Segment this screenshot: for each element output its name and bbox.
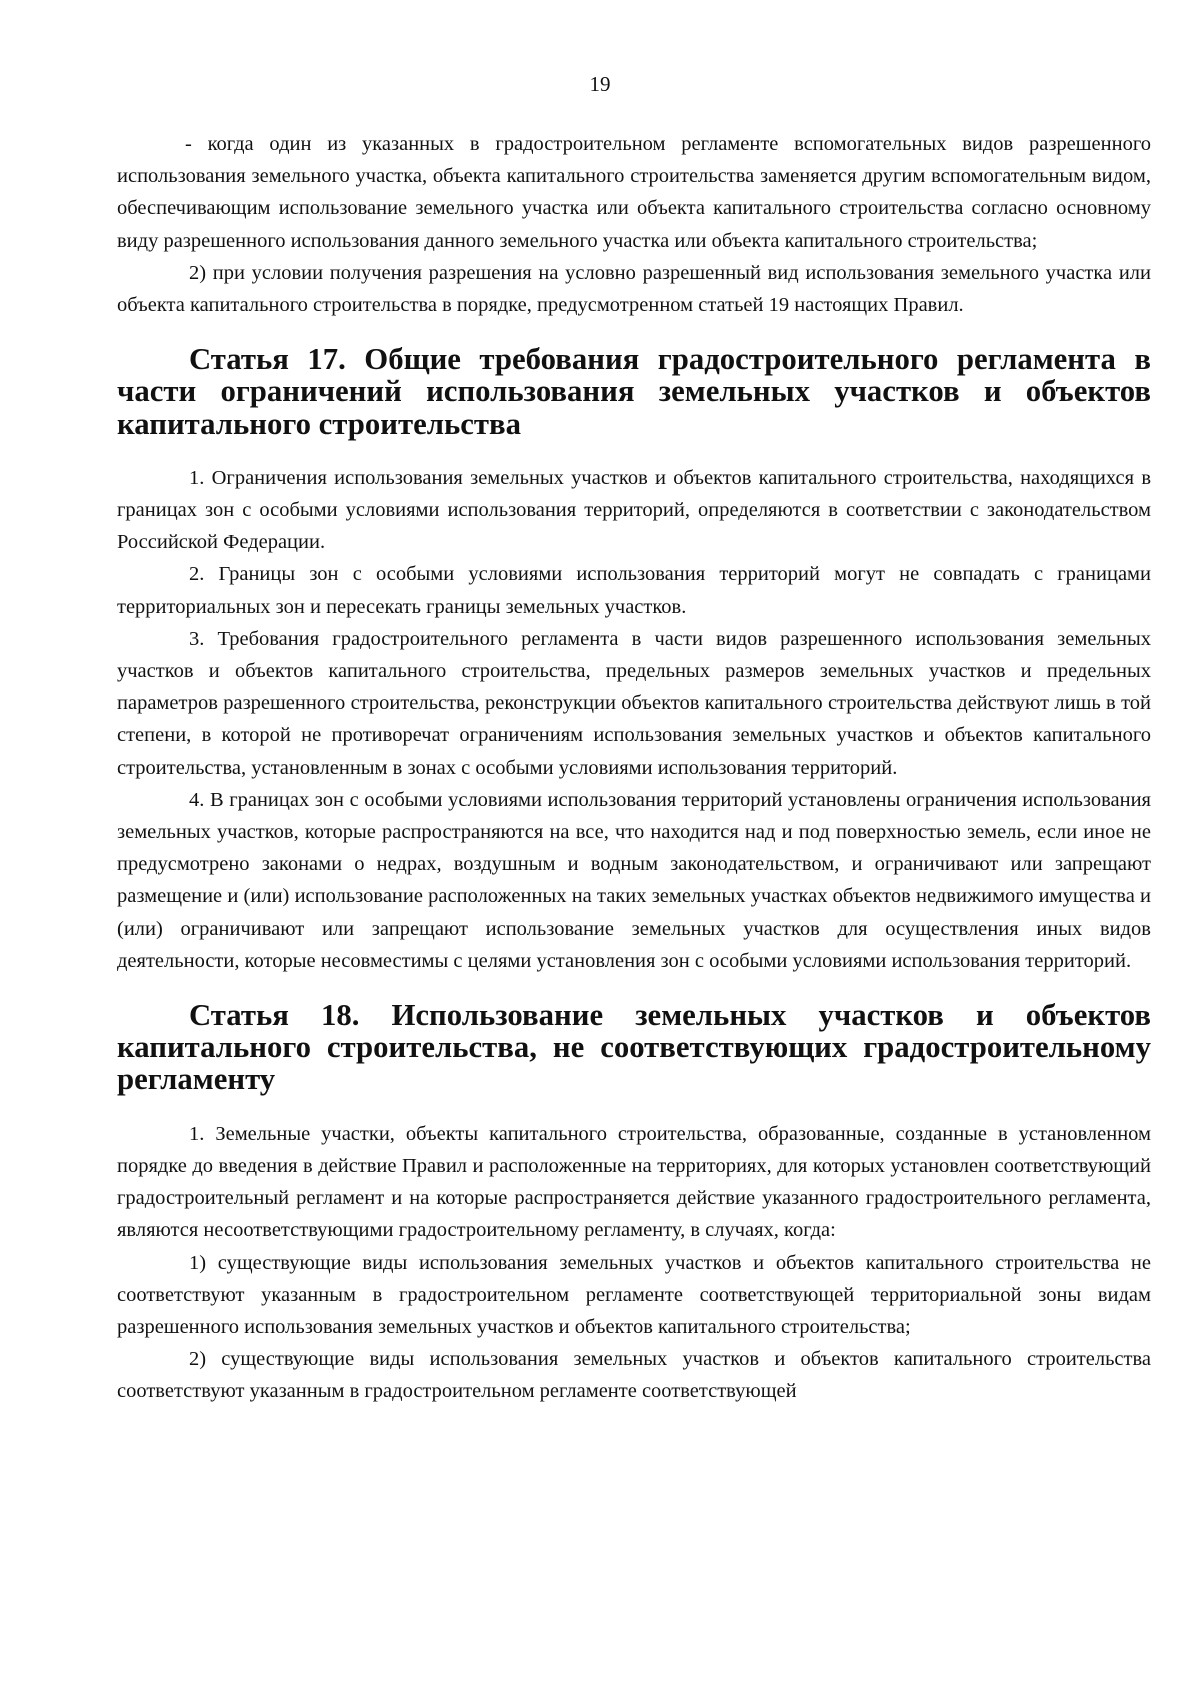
page-number: 19	[589, 72, 611, 96]
article-17-heading: Статья 17. Общие требования градостроительного регламента в части ограничений использования земельных участков и объектов капитального строительства	[117, 342, 1151, 441]
paragraph-conditional-use-permit: 2) при условии получения разрешения на условно разрешенный вид использования земельного участка или объекта капитального строительства в порядке, предусмотренном статьей 19 настоящих Правил.	[117, 261, 1151, 317]
article-18-heading: Статья 18. Использование земельных участков и объектов капитального строительства, не соответствующих градостроительному регламенту	[117, 998, 1151, 1097]
article-18-subparagraph-2: 2) существующие виды использования земельных участков и объектов капитального строительства соответствуют указанным в градостроительном регламенте соответствующей	[117, 1348, 1151, 1403]
article-17-paragraph-1: 1. Ограничения использования земельных участков и объектов капитального строительства, находящихся в границах зон с особыми условиями использования территорий, определяются в соответствии с законодательством Российской Федерации.	[117, 466, 1151, 554]
paragraph-auxiliary-use-replacement: - когда один из указанных в градостроительном регламенте вспомогательных видов разрешенного использования земельного участка, объекта капитального строительства заменяется другим вспомогательным видом, обеспечивающим использование земельного участка или объекта капитального строительства согласно основному виду разрешенного использования данного земельного участка или объекта капитального строительства;	[117, 133, 1151, 252]
document-body	[117, 128, 1151, 1408]
article-17-paragraph-4: 4. В границах зон с особыми условиями использования территорий установлены ограничения использования земельных участков, которые распространяются на все, что находится над и под поверхностью земель, если иное не предусмотрено законами о недрах, воздушным и водным законодательством, и ограничивают или запрещают размещение и (или) использование расположенных на таких земельных участках объектов недвижимого имущества и (или) ограничивают или запрещают использование земельных участков для осуществления иных видов деятельности, которые несовместимы с целями установления зон с особыми условиями использования территорий.	[117, 788, 1151, 972]
article-18-subparagraph-1: 1) существующие виды использования земельных участков и объектов капитального строительства не соответствуют указанным в градостроительном регламенте соответствующей территориальной зоны видам разрешенного использования земельных участков и объектов капитального строительства;	[117, 1251, 1151, 1338]
article-17-paragraph-2: 2. Границы зон с особыми условиями использования территорий могут не совпадать с границами территориальных зон и пересекать границы земельных участков.	[117, 563, 1151, 618]
article-18-paragraph-1: 1. Земельные участки, объекты капитального строительства, образованные, созданные в установленном порядке до введения в действие Правил и расположенные на территориях, для которых установлен соответствующий градостроительный регламент и на которые распространяется действие указанного градостроительного регламента, являются несоответствующими градостроительному регламенту, в случаях, когда:	[117, 1122, 1151, 1242]
article-17-paragraph-3: 3. Требования градостроительного регламента в части видов разрешенного использования земельных участков и объектов капитального строительства, предельных размеров земельных участков и предельных параметров разрешенного строительства, реконструкции объектов капитального строительства действуют лишь в той степени, в которой не противоречат ограничениям использования земельных участков и объектов капитального строительства, установленным в зонах с особыми условиями использования территорий.	[117, 627, 1151, 779]
